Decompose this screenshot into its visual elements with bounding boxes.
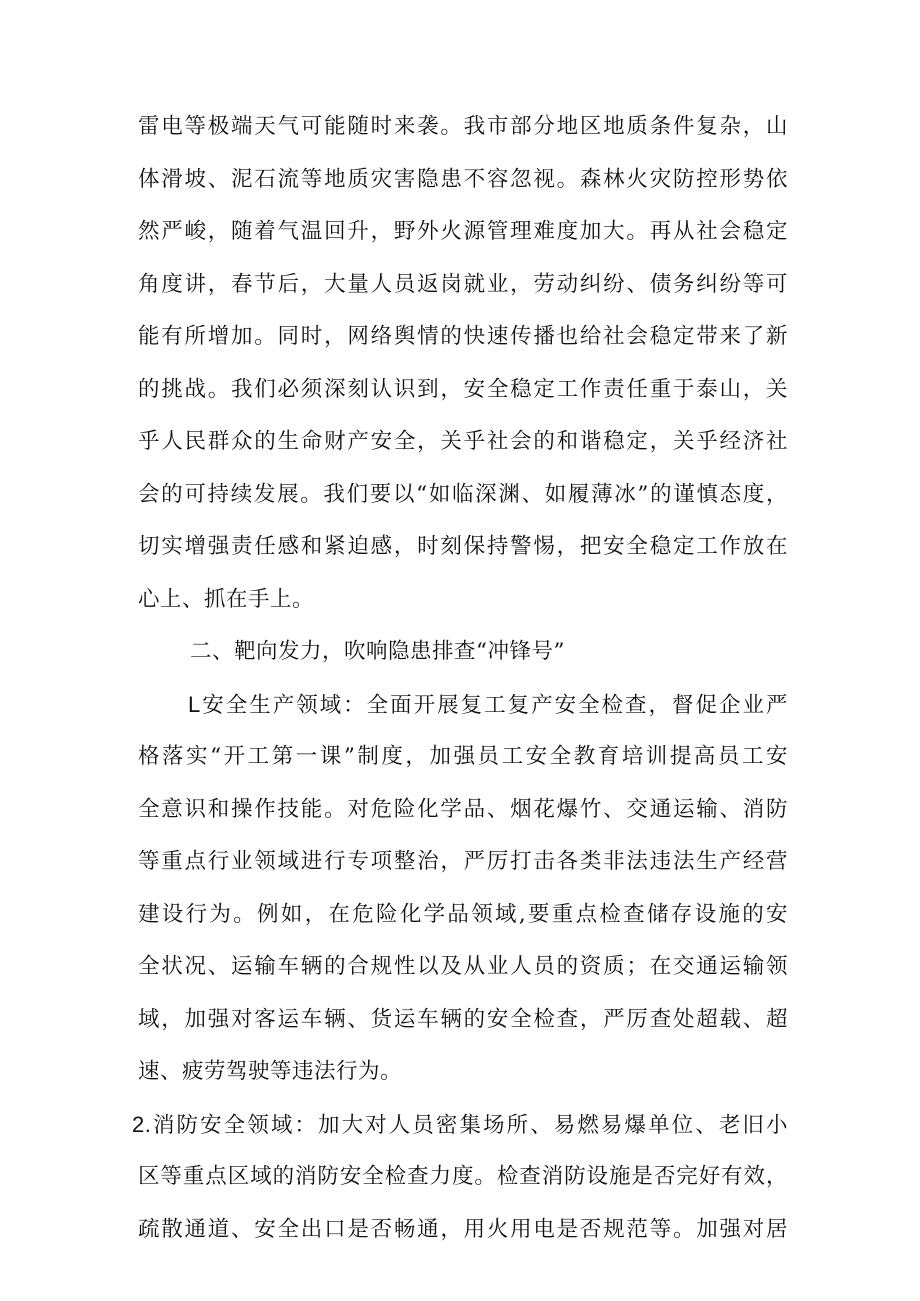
list-item-marker: L	[188, 691, 201, 717]
paragraph-line: 能有所增加。同时，网络舆情的快速传播也给社会稳定带来了新	[138, 324, 788, 349]
list-item-marker: 2.	[132, 1111, 152, 1137]
list-item-text: 消防安全领域：加大对人员密集场所、易燃易爆单位、老旧小	[151, 1112, 788, 1138]
paragraph-line: 域，加强对客运车辆、货运车辆的安全检查，严厉查处超载、超	[138, 1006, 788, 1032]
paragraph-line: 然严峻，随着气温回升，野外火源管理难度加大。再从社会稳定	[138, 219, 788, 244]
list-item-first-line	[188, 685, 788, 725]
paragraph-line: 切实增强责任感和紧迫感，时刻保持警惕，把安全稳定工作放在	[138, 534, 788, 559]
paragraph-line: 会的可持续发展。我们要以“如临深渊、如履薄冰”的谨慎态度，	[138, 481, 788, 507]
paragraph-line: 疏散通道、安全出口是否畅通，用火用电是否规范等。加强对居	[138, 1216, 788, 1242]
list-item-first-line	[132, 1105, 788, 1145]
paragraph-line: 体滑坡、泥石流等地质灾害隐患不容忽视。森林火灾防控形势依	[138, 166, 788, 192]
paragraph-line: 全状况、运输车辆的合规性以及从业人员的资质；在交通运输领	[138, 954, 788, 979]
paragraph-line: 区等重点区域的消防安全检查力度。检查消防设施是否完好有效，	[138, 1164, 788, 1189]
paragraph-line: 角度讲，春节后，大量人员返岗就业，劳动纠纷、债务纠纷等可	[138, 271, 788, 297]
paragraph-line: 雷电等极端天气可能随时来袭。我市部分地区地质条件复杂，山	[138, 114, 788, 139]
paragraph-line: 乎人民群众的生命财产安全，关乎社会的和谐稳定，关乎经济社	[138, 429, 788, 454]
paragraph-line: 全意识和操作技能。对危险化学品、烟花爆竹、交通运输、消防	[138, 796, 788, 822]
paragraph-line: 建设行为。例如，在危险化学品领域,要重点检查储存设施的安	[138, 901, 788, 927]
paragraph-line: 格落实“开工第一课”制度，加强员工安全教育培训提高员工安	[138, 744, 788, 769]
list-item-text: 安全生产领域：全面开展复工复产安全检查，督促企业严	[200, 692, 788, 718]
section-heading: 二、靶向发力，吹响隐患排查“冲锋号”	[190, 639, 565, 664]
paragraph-line: 的挑战。我们必须深刻认识到，安全稳定工作责任重于泰山，关	[138, 376, 788, 402]
paragraph-line: 等重点行业领域进行专项整治，严厉打击各类非法违法生产经营	[138, 849, 788, 874]
paragraph-line: 速、疲劳驾驶等违法行为。	[138, 1059, 403, 1084]
paragraph-line: 心上、抓在手上。	[138, 586, 315, 612]
